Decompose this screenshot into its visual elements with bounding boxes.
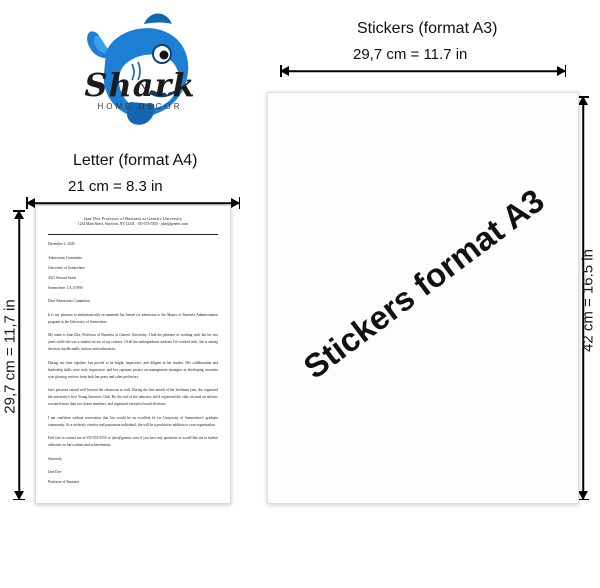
letter-salutation: Dear Admissions Committee, [48,299,91,304]
letter-letterhead [48,216,218,228]
letter-date: December 2, 2020 [48,242,75,247]
stickers-height-label: 42 cm = 16.5 in [579,249,597,352]
letter-paragraph-4: Jan's passions extend well beyond the classroom as well. During the first month of her freshman year, she organized the university's first Young Investors Club. By the end of the semester, she'd registered the club, secured an adviser, recruited more than two dozen members, and organized executive board elections. [48,388,218,407]
letter-signature-title: Professor of Business [48,480,80,485]
stickers-sheet-label: Stickers format A3 [296,181,551,386]
letter-body [48,241,218,486]
letter-paragraph-1: It is my pleasure to enthusiastically recommend Jan Jansen for admission to the Master of Business Administration program at the University of Somewhere. [48,312,218,324]
letter-paragraph-2: My name is Jane Doe, Professor of Business at Generic University. I had the pleasure of working with Jan for two years while she was a student in two of my courses. Of all the undergraduate students I've worked with, Jan is among the most intellectually curious and enthusiastic. [48,333,218,352]
logo-subtitle: HOME DECOR [97,102,183,111]
letter-width-label: 21 cm = 8.3 in [68,178,163,195]
letterhead-divider [48,234,218,235]
stickers-width-arrow [280,64,566,78]
letter-title: Letter (format A4) [73,152,198,169]
letter-closing: Sincerely, [48,456,63,461]
stickers-sheet-preview[interactable] [267,92,579,504]
letter-paragraph-3: During our time together, Jan proved to be bright, inquisitive, and diligent in her studies. Her collaboration and leadership skills were truly impressive, and her capstone project on management strategies in developing countries won glowing reviews from both her peers and other professors. [48,360,218,379]
letter-paragraph-6: Feel free to contact me at 555-555-5555 or jdoe@generic.com if you have any questions or would like me to further elaborate on Jan's talents and achievements. [48,436,218,448]
logo-wordmark: Shark [84,66,196,104]
letter-recipient-line-3: 4321 Second Street [48,275,76,280]
letter-recipient-line-1: Admissions Committee [48,255,82,260]
letter-recipient-line-2: University of Somewhere [48,265,85,270]
letter-height-label: 29,7 cm = 11,7 in [1,299,19,414]
stickers-title: Stickers (format A3) [357,20,498,37]
letter-signature-name: Jane Doe [48,470,62,475]
letter-recipient-line-4: Somewhere, CA, 67890 [48,285,83,290]
letter-document-preview[interactable] [35,205,231,504]
stickers-width-label: 29,7 cm = 11.7 in [353,46,468,63]
letter-sender-contact: 1234 Main Street, Anytown, NY 12345 · 555-555-5555 · jdoe@generic.com [77,222,189,227]
letter-sender-name: Jane Doe Professor of Business at Generic University [83,216,183,221]
letter-paragraph-5: I am confident without reservation that Jan would be an excellent fit for University of Somewhere's graduate community. As a tirelessly creative and passionate individual, she will be a productive addition to your organization. [48,415,218,427]
